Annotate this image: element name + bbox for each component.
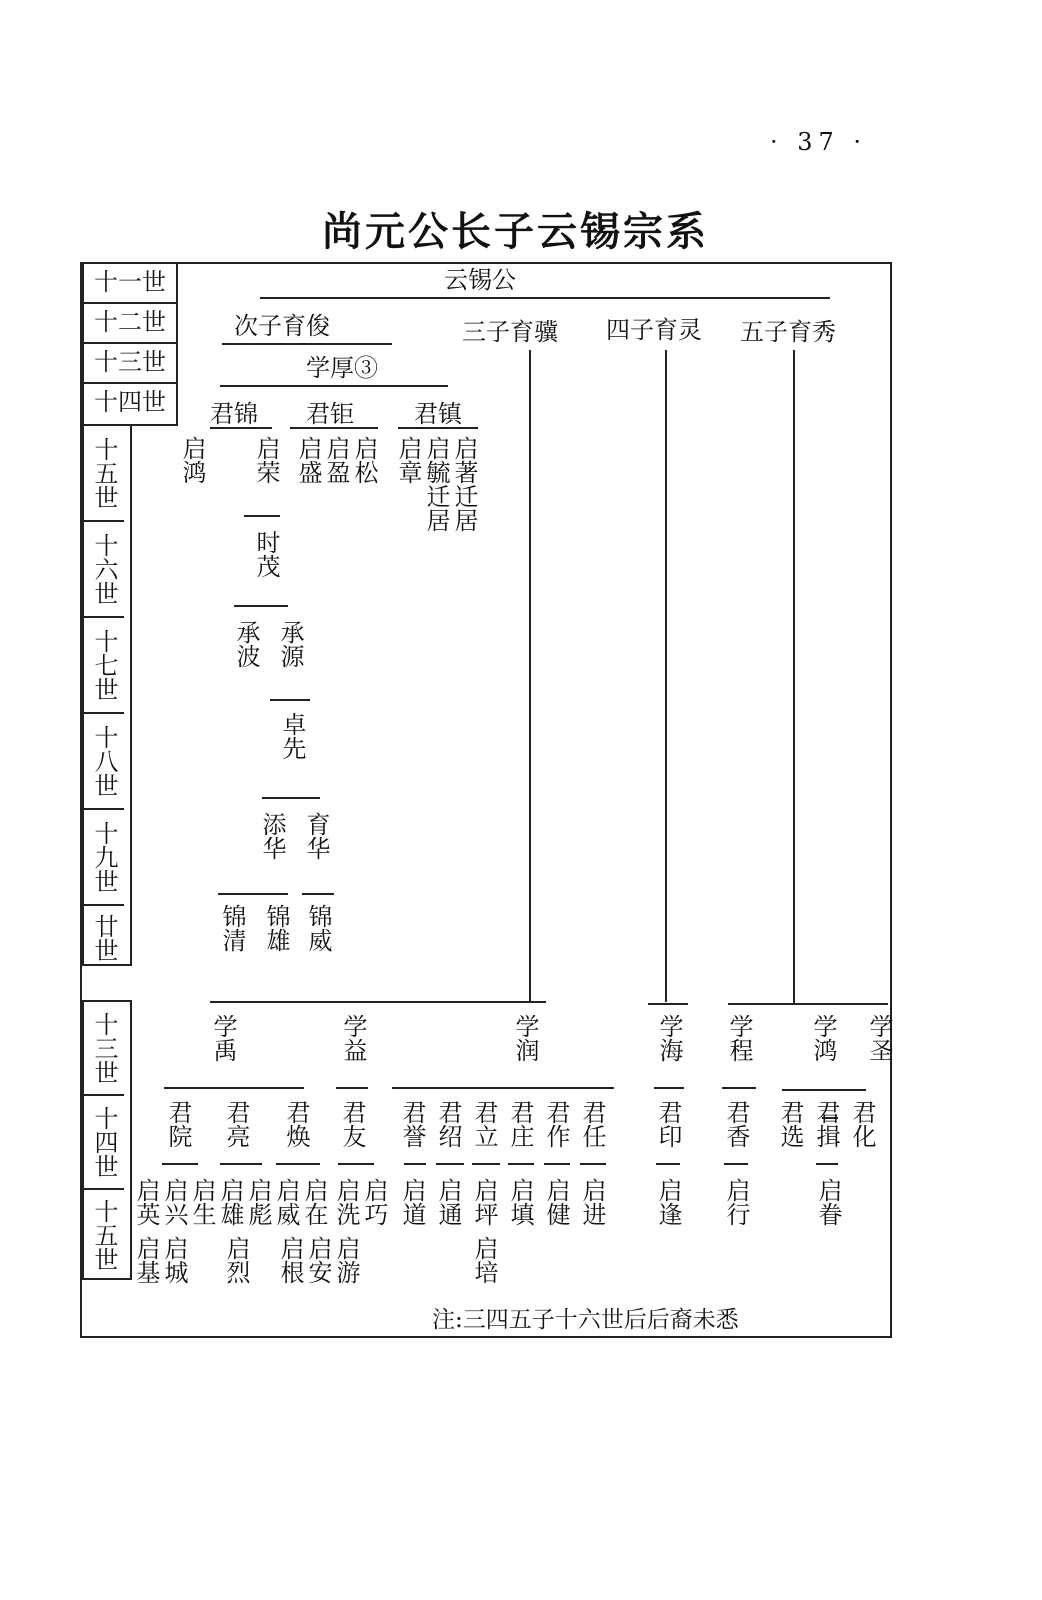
qi-zai: 启在 xyxy=(300,1178,328,1226)
jun-xuan: 君选 xyxy=(776,1100,804,1148)
qi-tian: 启填 xyxy=(506,1178,534,1226)
qi-ying-b: 启英 xyxy=(132,1178,160,1226)
qi-juan: 启眷 xyxy=(814,1178,842,1226)
qi-jian: 启健 xyxy=(542,1178,570,1226)
page-number: · 37 · xyxy=(770,128,868,156)
jun-zuo: 君作 xyxy=(542,1100,570,1148)
generation-14: 十四世 xyxy=(94,388,166,416)
qi-ying: 启盈 xyxy=(322,436,350,484)
generation-15: 十五世 xyxy=(84,426,124,522)
jun-li: 君立 xyxy=(470,1100,498,1148)
xue-yi: 学益 xyxy=(339,1014,367,1062)
jun-huan: 君焕 xyxy=(282,1100,310,1148)
qi-sheng-b: 启生 xyxy=(188,1178,216,1226)
shimao: 时茂 xyxy=(252,530,280,578)
jun-ren: 君任 xyxy=(578,1100,606,1148)
qi-you: 启游 xyxy=(332,1236,360,1284)
qi-gen: 启根 xyxy=(276,1236,304,1284)
generation-12: 十二世 xyxy=(84,304,176,344)
jun-yin: 君印 xyxy=(654,1100,682,1148)
jinqing: 锦清 xyxy=(218,904,246,952)
qi-biao: 启彪 xyxy=(244,1178,272,1226)
jun-you: 君友 xyxy=(338,1100,366,1148)
qi-xing: 启兴 xyxy=(160,1178,188,1226)
jun-zhuang: 君庄 xyxy=(506,1100,534,1148)
jun-yu: 君誉 xyxy=(398,1100,426,1148)
jinwei: 锦威 xyxy=(304,904,332,952)
generation-18: 十八世 xyxy=(84,714,124,810)
qi-xing-b: 启行 xyxy=(722,1178,750,1226)
root-ancestor: 云锡公 xyxy=(444,266,516,294)
jun-yuan: 君院 xyxy=(164,1100,192,1148)
generation-11: 十一世 xyxy=(84,264,176,304)
qi-zhang: 启章 xyxy=(394,436,422,484)
second-son: 次子育俊 xyxy=(234,312,330,340)
qi-ping: 启坪 xyxy=(470,1178,498,1226)
chengbo: 承波 xyxy=(232,620,260,668)
generation-13-b: 十三世 xyxy=(84,1002,124,1096)
generation-17: 十七世 xyxy=(84,618,124,714)
qi-wei: 启威 xyxy=(272,1178,300,1226)
qi-an: 启安 xyxy=(304,1236,332,1284)
qi-lie: 启烈 xyxy=(222,1236,250,1284)
xuehou: 学厚③ xyxy=(306,354,378,382)
jun-zhen: 君镇 xyxy=(414,400,462,428)
qi-rong: 启荣 xyxy=(252,436,280,484)
xue-yu: 学禹 xyxy=(209,1014,237,1062)
generation-20: 廿世 xyxy=(90,914,118,962)
fourth-son: 四子育灵 xyxy=(606,316,702,344)
tianhua: 添华 xyxy=(258,812,286,860)
footnote: 注:三四五子十六世后后裔未悉 xyxy=(432,1307,739,1333)
jinxiong: 锦雄 xyxy=(262,904,290,952)
qi-zhu: 启著迁居 xyxy=(450,436,478,532)
third-son: 三子育骥 xyxy=(462,318,558,346)
generation-15-b: 十五世 xyxy=(90,1199,118,1271)
generation-16: 十六世 xyxy=(84,522,124,618)
xue-hong: 学鸿 xyxy=(809,1014,837,1062)
qi-sheng: 启盛 xyxy=(294,436,322,484)
qi-su: 启毓迁居 xyxy=(422,436,450,532)
jun-hua: 君化 xyxy=(848,1100,876,1148)
qi-pei: 启培 xyxy=(470,1236,498,1284)
jun-xiang: 君香 xyxy=(722,1100,750,1148)
jun-jin: 君锦 xyxy=(210,400,258,428)
zhuoxian: 卓先 xyxy=(278,712,306,760)
generation-13: 十三世 xyxy=(84,344,176,384)
jun-shao: 君绍 xyxy=(434,1100,462,1148)
page-title: 尚元公长子云锡宗系 xyxy=(322,209,709,255)
jun-yi: 君揖 xyxy=(812,1100,840,1148)
xue-hai: 学海 xyxy=(655,1014,683,1062)
qi-feng: 启逢 xyxy=(654,1178,682,1226)
qi-ji: 启基 xyxy=(132,1236,160,1284)
qi-dao: 启道 xyxy=(398,1178,426,1226)
qi-tong: 启通 xyxy=(434,1178,462,1226)
qi-cheng: 启城 xyxy=(160,1236,188,1284)
xue-cheng: 学程 xyxy=(725,1014,753,1062)
generation-14-b: 十四世 xyxy=(84,1096,124,1190)
xue-sheng: 学圣 xyxy=(865,1014,893,1062)
generation-19: 十九世 xyxy=(84,810,124,906)
qi-xi: 启洗 xyxy=(332,1178,360,1226)
qi-song: 启松 xyxy=(350,436,378,484)
yuhua: 育华 xyxy=(302,812,330,860)
xue-run: 学润 xyxy=(511,1014,539,1062)
qi-hong: 启鸿 xyxy=(178,436,206,484)
chengyuan: 承源 xyxy=(276,620,304,668)
fifth-son: 五子育秀 xyxy=(740,318,836,346)
jun-liang: 君亮 xyxy=(222,1100,250,1148)
qi-xiong: 启雄 xyxy=(216,1178,244,1226)
qi-qiao: 启巧 xyxy=(360,1178,388,1226)
jun-ju: 君钜 xyxy=(306,400,354,428)
qi-jin: 启进 xyxy=(578,1178,606,1226)
